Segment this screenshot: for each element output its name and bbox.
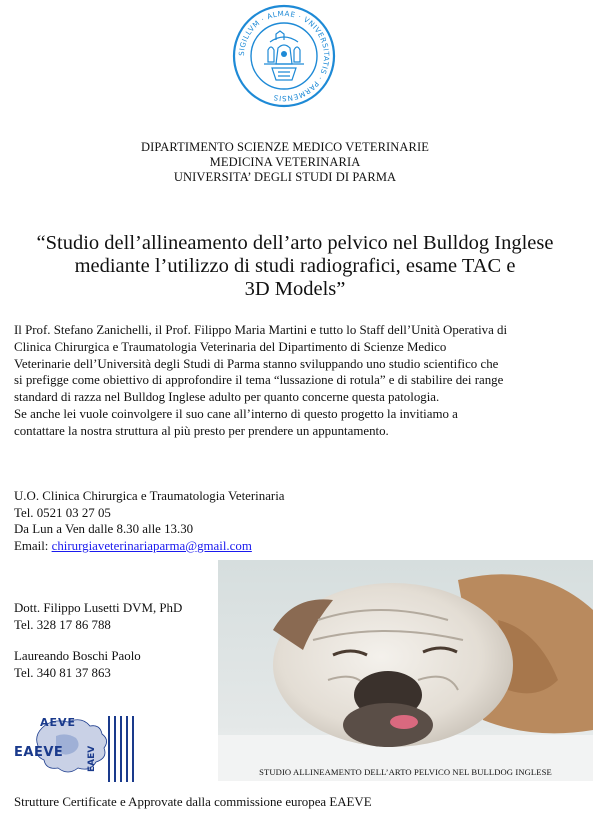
bulldog-photo <box>218 560 593 781</box>
eaeve-logo-icon <box>12 712 142 784</box>
description-line: si prefigge come obiettivo di approfondire il tema “lussazione di rotula” e di stabilire dei range <box>14 373 504 388</box>
study-description <box>14 322 594 440</box>
university-seal-icon <box>232 4 336 108</box>
study-title-line-2: mediante l’utilizzo di studi radiografici, esame TAC e <box>74 255 516 277</box>
clinic-phone: Tel. 0521 03 27 05 <box>14 505 111 520</box>
study-title-line-3: 3D Models” <box>244 278 346 300</box>
description-line: Se anche lei vuole coinvolgere il suo cane all’interno di questo progetto la invitiamo a <box>14 406 458 421</box>
lusetti-phone: Tel. 328 17 86 788 <box>14 617 111 632</box>
svg-text:SIGILLVM · ALMAE · VNIVERSITAT: SIGILLVM · ALMAE · VNIVERSITATIS · PARMENSIS <box>236 8 332 104</box>
boschi-contact <box>14 648 141 681</box>
faculty-name: MEDICINA VETERINARIA <box>209 155 361 169</box>
clinic-name: U.O. Clinica Chirurgica e Traumatologia Veterinaria <box>14 489 285 503</box>
university-name: UNIVERSITA’ DEGLI STUDI DI PARMA <box>173 170 397 184</box>
boschi-phone: Tel. 340 81 37 863 <box>14 665 111 680</box>
clinic-contact <box>14 488 285 554</box>
lusetti-name: Dott. Filippo Lusetti DVM, PhD <box>14 601 183 615</box>
clinic-hours: Da Lun a Ven dalle 8.30 alle 13.30 <box>14 522 194 536</box>
study-title-line-1: “Studio dell’allineamento dell’arto pelvico nel Bulldog Inglese <box>36 232 554 254</box>
clinic-email-row <box>14 538 285 555</box>
department-header <box>0 140 570 185</box>
description-line: contattare la nostra struttura al più presto per prendere un appuntamento. <box>14 423 389 438</box>
svg-text:EAEVE: EAEVE <box>14 745 64 760</box>
certification-footer: Strutture Certificate e Approvate dalla commissione europea EAEVE <box>14 795 372 809</box>
lusetti-contact <box>14 600 182 633</box>
study-title <box>0 232 590 301</box>
description-line: Clinica Chirurgica e Traumatologia Veterinaria del Dipartimento di Scienze Medico <box>14 339 447 354</box>
description-line: Veterinarie dell’Università degli Studi di Parma stanno sviluppando uno studio scientifico che <box>14 356 499 371</box>
email-label: Email: <box>14 538 52 553</box>
photo-caption: STUDIO ALLINEAMENTO DELL’ARTO PELVICO NEL BULLDOG INGLESE <box>259 767 552 777</box>
svg-text:AEVE: AEVE <box>40 716 77 729</box>
description-line: Il Prof. Stefano Zanichelli, il Prof. Filippo Maria Martini e tutto lo Staff dell’Unità Operativa di <box>14 323 508 337</box>
clinic-email-link[interactable]: chirurgiaveterinariaparma@gmail.com <box>51 538 252 553</box>
description-line: standard di razza nel Bulldog Inglese adulto per quanto concerne questa patologia. <box>14 390 440 405</box>
svg-text:EAEV: EAEV <box>87 745 97 772</box>
department-name: DIPARTIMENTO SCIENZE MEDICO VETERINARIE <box>141 140 429 154</box>
boschi-name: Laureando Boschi Paolo <box>14 649 141 663</box>
